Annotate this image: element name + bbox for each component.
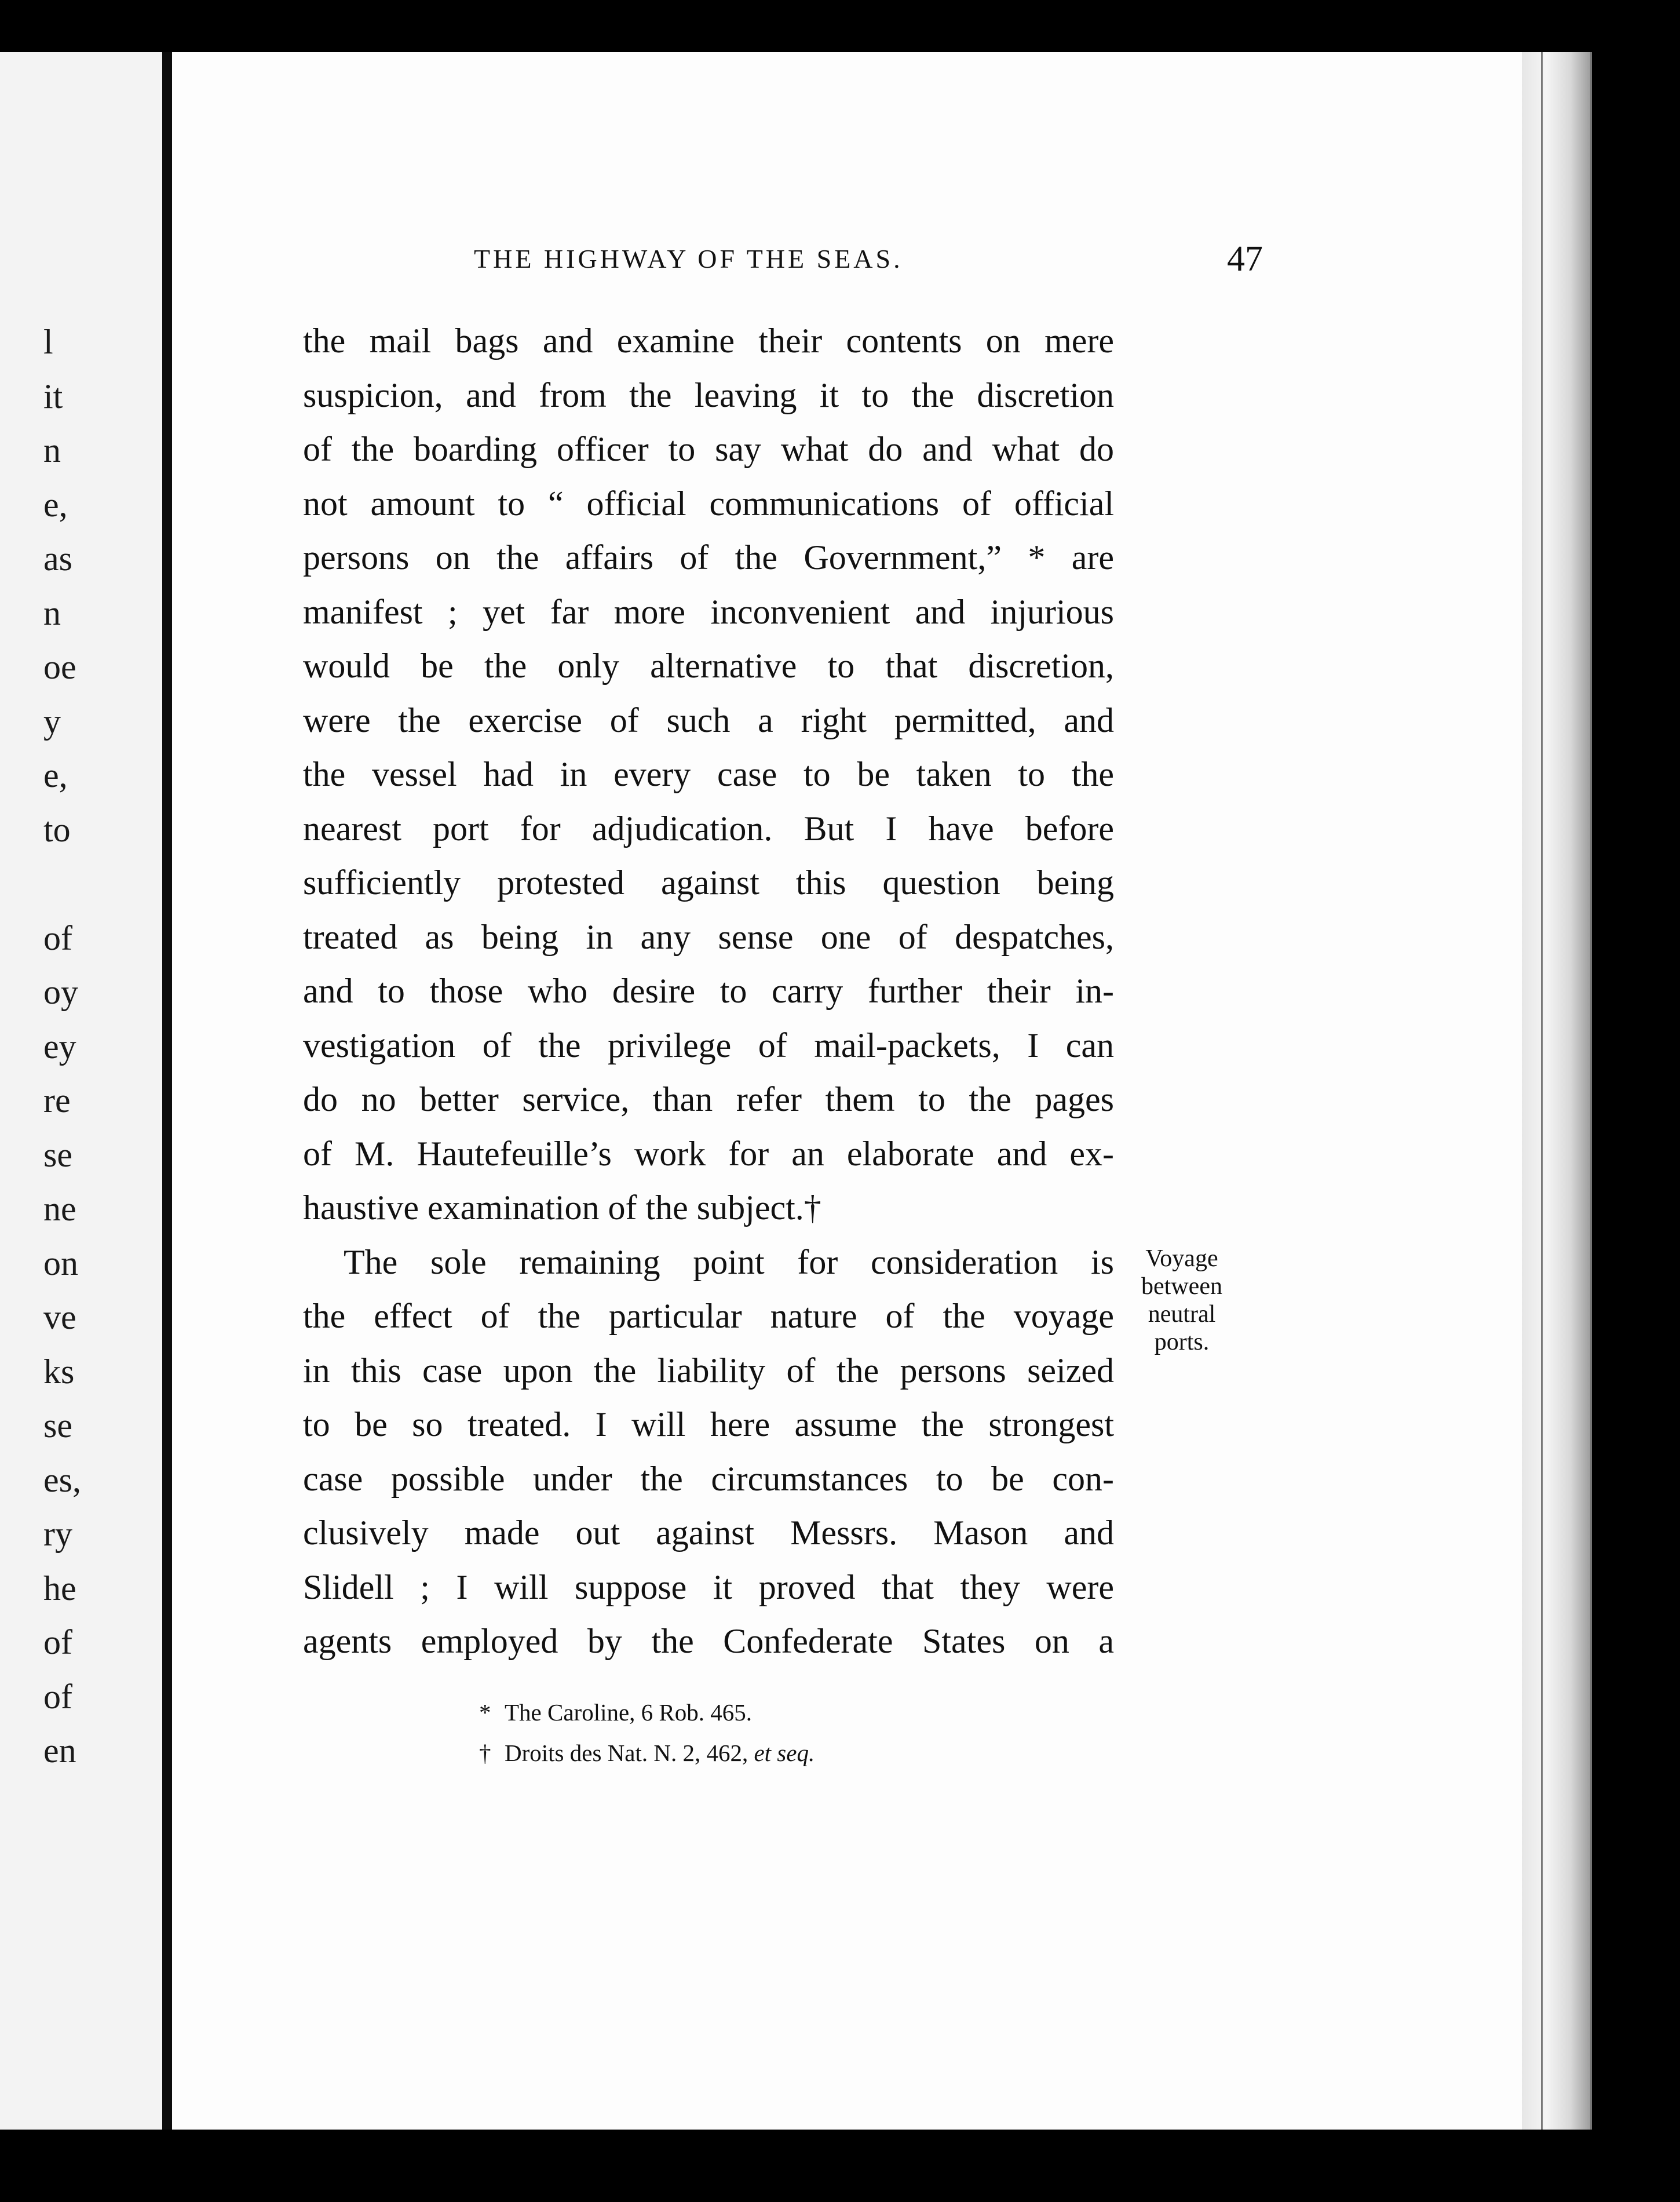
page-number: 47 <box>1227 239 1263 279</box>
text-line: treated as being in any sense one of despatches, <box>303 917 1114 956</box>
left-page-text-fragment: of <box>43 1623 72 1661</box>
margin-note-line: Voyage <box>1145 1245 1218 1272</box>
footnote <box>479 1733 815 1773</box>
text-line: Slidell ; I will suppose it proved that they were <box>303 1567 1114 1606</box>
text-line: persons on the affairs of the Government,” * are <box>303 538 1114 577</box>
left-page-text-fragment: n <box>43 431 61 469</box>
left-page-text-fragment: ks <box>43 1352 75 1391</box>
left-page-text-fragment: re <box>43 1081 71 1120</box>
left-page-text-fragment: l <box>43 323 53 361</box>
page-edge <box>1522 52 1591 2130</box>
left-page-text-fragment: y <box>43 702 61 741</box>
text-line: vestigation of the privilege of mail-packets, I can <box>303 1026 1114 1064</box>
text-line: do no better service, than refer them to the pages <box>303 1080 1114 1118</box>
left-page-text-fragment: oy <box>43 973 78 1011</box>
left-page-text-fragment: ve <box>43 1298 76 1336</box>
left-page-text-fragment: ry <box>43 1515 72 1553</box>
left-page-text-fragment: of <box>43 918 72 957</box>
margin-note-line: neutral <box>1148 1301 1216 1328</box>
text-line: sufficiently protested against this question being <box>303 863 1114 902</box>
left-page-text-fragment: e, <box>43 485 68 524</box>
footnote-italic: et seq. <box>754 1740 815 1766</box>
left-page-text-fragment: he <box>43 1569 76 1607</box>
left-page-text-fragment: en <box>43 1731 76 1770</box>
text-line: not amount to “ official communications of official <box>303 484 1114 523</box>
book-gutter <box>162 52 172 2130</box>
text-line: suspicion, and from the leaving it to the discretion <box>303 375 1114 414</box>
left-page-text-fragment: es, <box>43 1460 81 1499</box>
running-head: THE HIGHWAY OF THE SEAS. <box>474 244 903 274</box>
text-line: to be so treated. I will here assume the strongest <box>303 1405 1114 1443</box>
left-page-fragment <box>0 52 162 2130</box>
text-line: haustive examination of the subject.† <box>303 1189 821 1227</box>
text-line: clusively made out against Messrs. Mason and <box>303 1514 1114 1552</box>
left-page-text-fragment: it <box>43 377 63 415</box>
body-text <box>303 314 1114 1669</box>
left-page-text-fragment: se <box>43 1406 72 1445</box>
text-line: agents employed by the Confederate States on a <box>303 1622 1114 1660</box>
text-line: of M. Hautefeuille’s work for an elaborate and ex- <box>303 1134 1114 1173</box>
text-line: of the boarding officer to say what do and what do <box>303 430 1114 468</box>
margin-note-line: between <box>1141 1273 1222 1300</box>
footnotes <box>479 1692 815 1773</box>
text-line: were the exercise of such a right permitted, and <box>303 701 1114 739</box>
page-edge-line <box>1590 52 1592 2130</box>
footnote-mark: * <box>479 1699 491 1726</box>
text-line: the effect of the particular nature of the voyage <box>303 1297 1114 1335</box>
left-page-text-fragment: ey <box>43 1027 76 1066</box>
left-page-text-fragment: ne <box>43 1190 76 1228</box>
text-line: in this case upon the liability of the persons seized <box>303 1351 1114 1390</box>
left-page-text-fragment: se <box>43 1135 72 1174</box>
text-line: the vessel had in every case to be taken to the <box>303 755 1114 793</box>
text-line: manifest ; yet far more inconvenient and injurious <box>303 592 1114 631</box>
left-page-text-fragment: as <box>43 539 72 578</box>
footnote-text: Droits des Nat. N. 2, 462, <box>505 1740 748 1766</box>
text-line: the mail bags and examine their contents on mere <box>303 322 1114 360</box>
margin-note <box>1127 1245 1237 1356</box>
footnote-text: The Caroline, 6 Rob. 465. <box>505 1699 753 1726</box>
text-line: The sole remaining point for consideration is <box>344 1242 1114 1281</box>
margin-note-line: ports. <box>1154 1329 1210 1355</box>
text-line: nearest port for adjudication. But I have before <box>303 809 1114 848</box>
left-page-text-fragment: n <box>43 593 61 632</box>
text-line: case possible under the circumstances to be con- <box>303 1459 1114 1498</box>
left-page-text-fragment: of <box>43 1677 72 1716</box>
left-page-text-fragment: oe <box>43 648 76 686</box>
text-line: and to those who desire to carry further their in- <box>303 972 1114 1010</box>
footnote-mark: † <box>479 1740 491 1766</box>
left-page-text-fragment: to <box>43 810 71 849</box>
left-page-text-fragment: e, <box>43 756 68 794</box>
text-line: would be the only alternative to that discretion, <box>303 647 1114 685</box>
footnote <box>479 1692 815 1733</box>
page-edge-line <box>1541 52 1543 2130</box>
left-page-text-fragment: on <box>43 1244 78 1282</box>
